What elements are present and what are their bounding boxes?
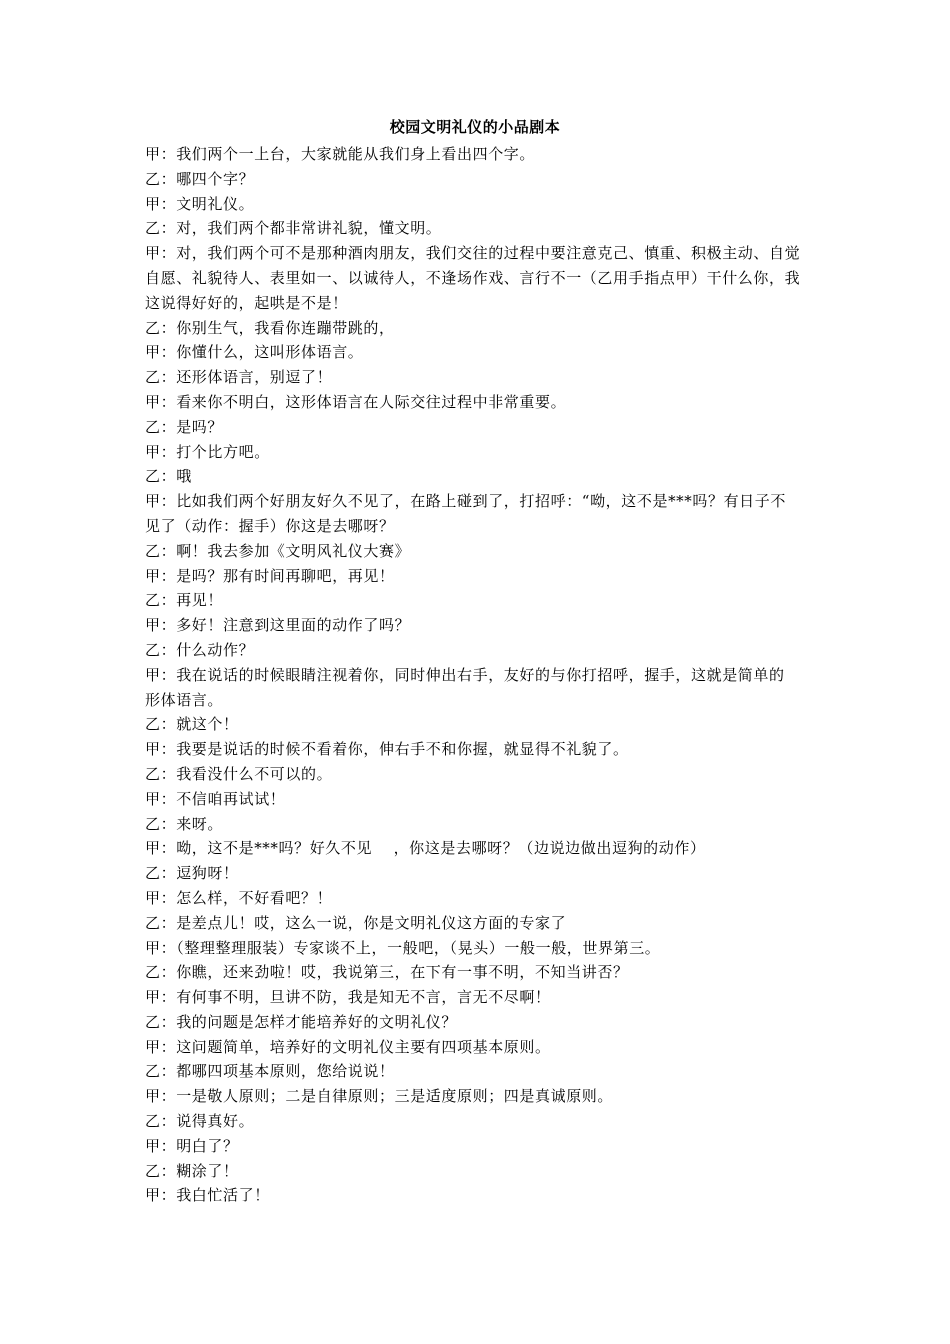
dialogue-line: 乙：你瞧，还来劲啦！哎，我说第三，在下有一事不明，不知当讲否？ <box>145 963 629 982</box>
dialogue-line: 乙：再见！ <box>145 591 224 610</box>
dialogue-line: 甲：有何事不明，旦讲不防，我是知无不言，言无不尽啊！ <box>145 988 551 1007</box>
dialogue-line: 乙：是差点儿！哎，这么一说，你是文明礼仪这方面的专家了 <box>145 913 567 932</box>
dialogue-line: 甲：多好！注意到这里面的动作了吗？ <box>145 616 411 635</box>
dialogue-line: 乙：说得真好。 <box>145 1112 255 1131</box>
dialogue-line: 自愿、礼貌待人、表里如一、以诚待人，不逢场作戏、言行不一（乙用手指点甲）干什么你，我 <box>145 268 801 287</box>
script-body <box>145 142 810 1208</box>
dialogue-line: 甲：文明礼仪。 <box>145 194 255 213</box>
dialogue-line: 乙：就这个！ <box>145 715 239 734</box>
dialogue-line: 乙：对，我们两个都非常讲礼貌，懂文明。 <box>145 219 442 238</box>
dialogue-line: 甲：不信咱再试试！ <box>145 789 286 808</box>
dialogue-line: 甲：你懂什么，这叫形体语言。 <box>145 343 364 362</box>
dialogue-line: 甲：打个比方吧。 <box>145 442 270 461</box>
dialogue-line: 甲：怎么样，不好看吧？！ <box>145 888 333 907</box>
dialogue-line: 甲：我们两个一上台，大家就能从我们身上看出四个字。 <box>145 145 536 163</box>
dialogue-line: 乙：你别生气，我看你连蹦带跳的， <box>145 318 395 337</box>
dialogue-line: 甲：我要是说话的时候不看着你，伸右手不和你握，就显得不礼貌了。 <box>145 740 629 759</box>
dialogue-line: 乙：啊！我去参加《文明风礼仪大赛》 <box>145 541 411 560</box>
dialogue-line: 乙：哦 <box>145 467 192 486</box>
dialogue-line: 乙：我的问题是怎样才能培养好的文明礼仪？ <box>145 1012 458 1031</box>
document-title: 校园文明礼仪的小品剧本 <box>389 118 561 136</box>
dialogue-line: 甲：明白了？ <box>145 1136 239 1155</box>
dialogue-line: 甲：比如我们两个好朋友好久不见了，在路上碰到了，打招呼：“呦，这不是***吗？有日子不 <box>145 492 786 511</box>
dialogue-line: 乙：我看没什么不可以的。 <box>145 764 333 783</box>
dialogue-line: 形体语言。 <box>145 690 224 709</box>
dialogue-line: 乙：还形体语言，别逗了！ <box>145 368 333 387</box>
dialogue-line: 甲：我在说话的时候眼睛注视着你，同时伸出右手，友好的与你打招呼，握手，这就是简单的 <box>145 665 785 684</box>
dialogue-line: 甲：这问题简单，培养好的文明礼仪主要有四项基本原则。 <box>145 1037 551 1056</box>
dialogue-line: 甲：看来你不明白，这形体语言在人际交往过程中非常重要。 <box>145 392 567 411</box>
dialogue-line: 乙：什么动作？ <box>145 640 255 659</box>
dialogue-line: 见了（动作：握手）你这是去哪呀？ <box>145 516 395 535</box>
dialogue-line: 甲：一是敬人原则；二是自律原则；三是适度原则；四是真诚原则。 <box>145 1087 614 1106</box>
dialogue-line: 乙：逗狗呀！ <box>145 864 239 883</box>
dialogue-line: 乙：哪四个字？ <box>145 169 255 188</box>
dialogue-line: 乙：糊涂了！ <box>145 1161 239 1180</box>
dialogue-line: 甲：是吗？那有时间再聊吧，再见！ <box>145 566 395 585</box>
dialogue-line: 甲：呦，这不是***吗？好久不见 ，你这是去哪呀？（边说边做出逗狗的动作） <box>145 839 706 858</box>
dialogue-line: 甲：（整理整理服装）专家谈不上，一般吧，（晃头）一般一般，世界第三。 <box>145 938 661 957</box>
dialogue-line: 乙：来呀。 <box>145 814 224 833</box>
dialogue-line: 甲：对，我们两个可不是那种酒肉朋友，我们交往的过程中要注意克己、慎重、积极主动、自觉 <box>145 244 801 263</box>
dialogue-line: 甲：我白忙活了！ <box>145 1186 270 1205</box>
dialogue-line: 乙：是吗？ <box>145 417 224 436</box>
dialogue-line: 这说得好好的，起哄是不是！ <box>145 293 348 312</box>
dialogue-line: 乙：都哪四项基本原则，您给说说！ <box>145 1062 395 1081</box>
